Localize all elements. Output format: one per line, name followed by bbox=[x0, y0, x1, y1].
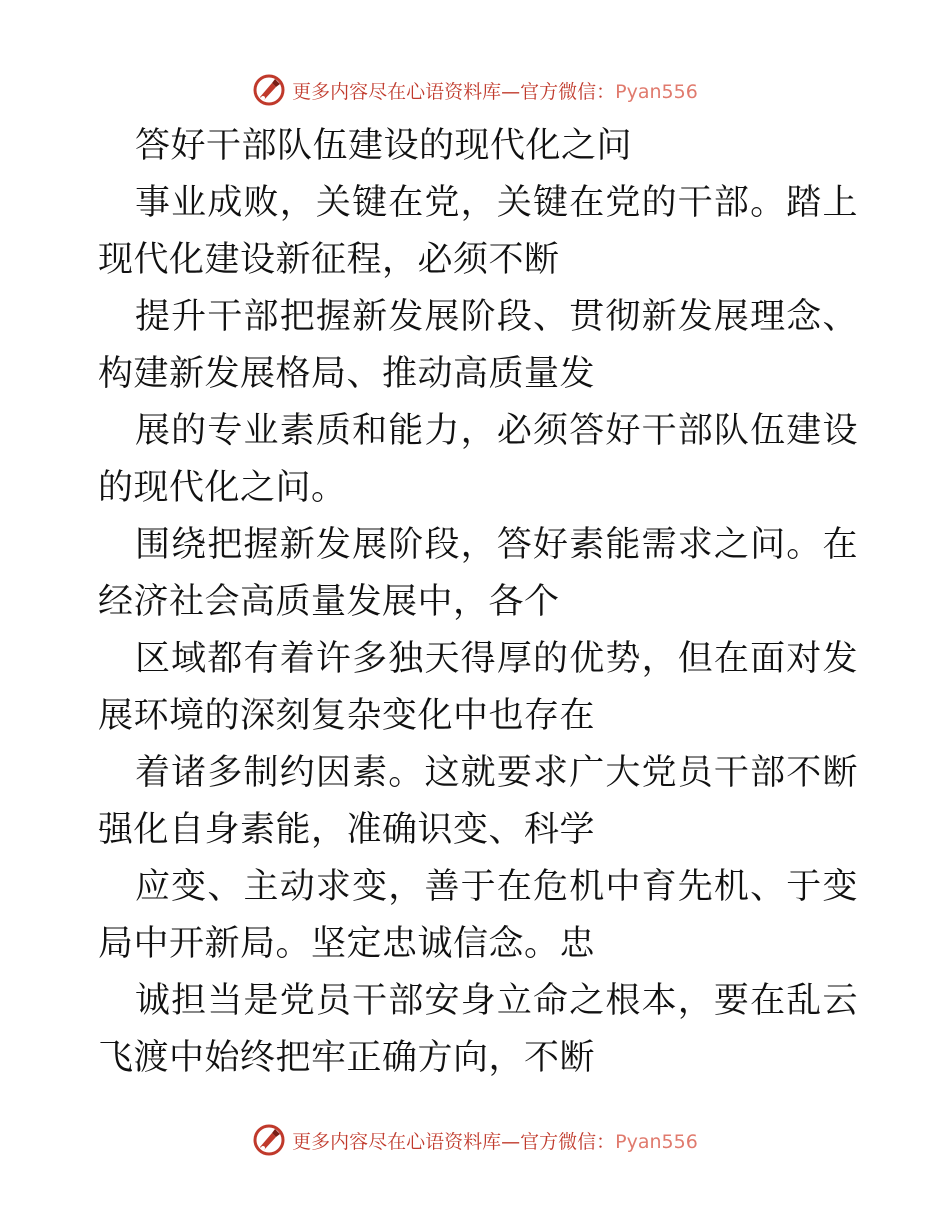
footer-wechat-id: Pyan556 bbox=[615, 1130, 698, 1153]
header-banner-text: 更多内容尽在心语资料库—官方微信： bbox=[292, 80, 616, 103]
document-body bbox=[98, 118, 858, 1087]
paragraph: 着诸多制约因素。这就要求广大党员干部不断强化自身素能，准确识变、科学 bbox=[98, 753, 858, 850]
paragraph: 围绕把握新发展阶段，答好素能需求之问。在经济社会高质量发展中，各个 bbox=[98, 525, 858, 622]
paragraph: 事业成败，关键在党，关键在党的干部。踏上现代化建设新征程，必须不断 bbox=[98, 183, 858, 280]
header-wechat-id: Pyan556 bbox=[615, 80, 698, 103]
document-title: 答好干部队伍建设的现代化之问 bbox=[135, 126, 633, 166]
red-seal-pen-icon bbox=[252, 73, 286, 107]
paragraph: 提升干部把握新发展阶段、贯彻新发展理念、构建新发展格局、推动高质量发 bbox=[98, 297, 858, 394]
paragraph: 展的专业素质和能力，必须答好干部队伍建设的现代化之问。 bbox=[98, 411, 858, 508]
red-seal-pen-icon bbox=[252, 1123, 286, 1157]
footer-banner bbox=[0, 1120, 950, 1160]
header-banner bbox=[0, 70, 950, 110]
paragraph: 区域都有着许多独天得厚的优势，但在面对发展环境的深刻复杂变化中也存在 bbox=[98, 639, 858, 736]
footer-banner-text: 更多内容尽在心语资料库—官方微信： bbox=[292, 1130, 616, 1153]
paragraph: 诚担当是党员干部安身立命之根本，要在乱云飞渡中始终把牢正确方向，不断 bbox=[98, 981, 858, 1078]
paragraph: 应变、主动求变，善于在危机中育先机、于变局中开新局。坚定忠诚信念。忠 bbox=[98, 867, 858, 964]
